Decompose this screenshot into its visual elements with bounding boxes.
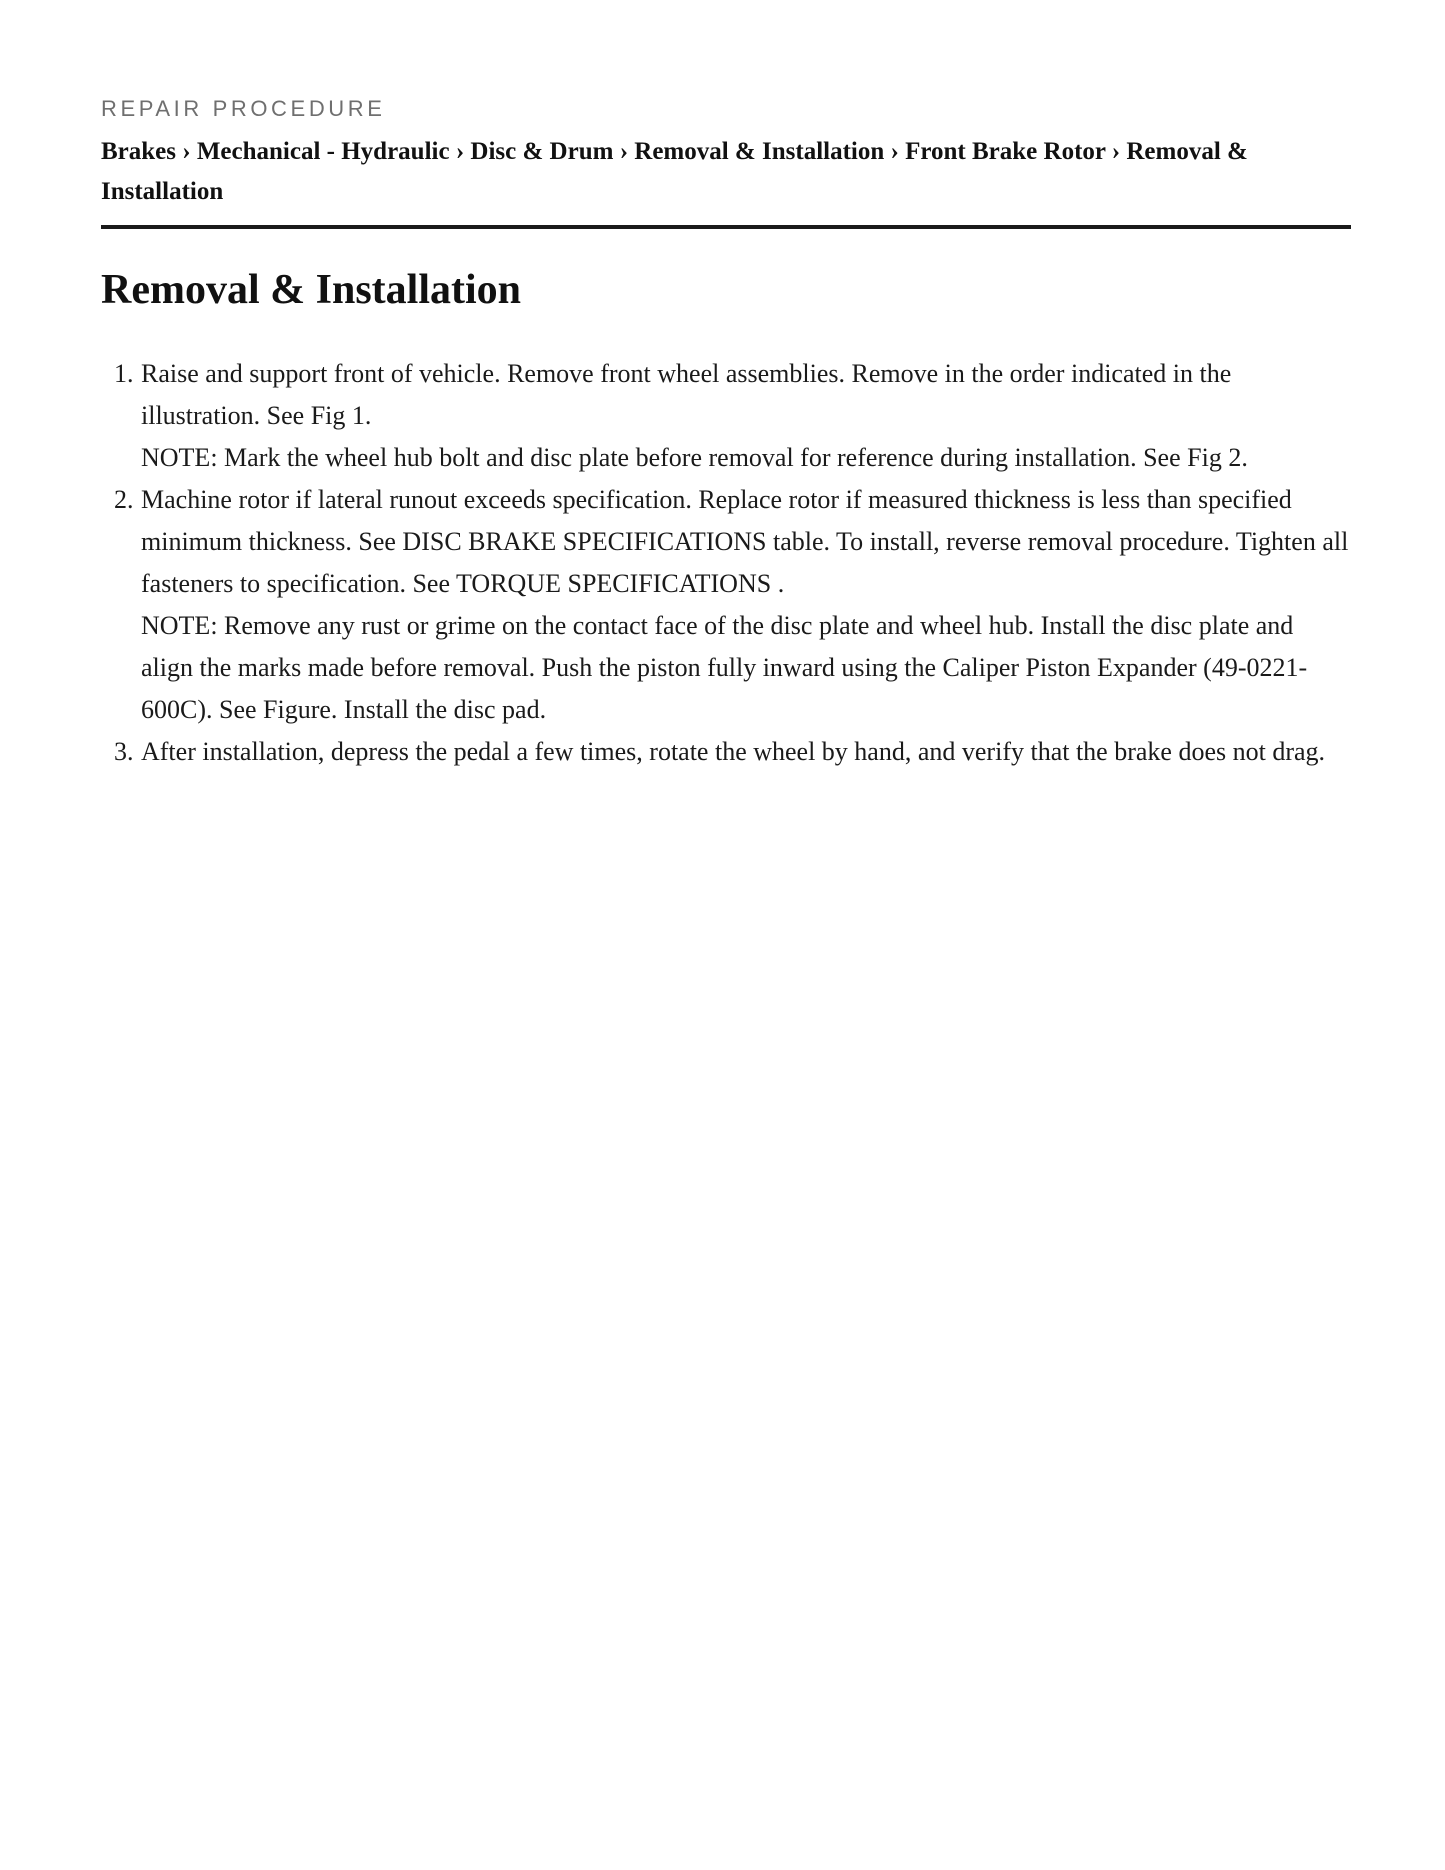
breadcrumb-separator: › [890,138,899,165]
breadcrumb [101,132,1351,212]
breadcrumb-separator: › [1111,138,1121,165]
step-text: 1. Raise and support front of vehicle. Remove front wheel assemblies. Remove in the order indicated in the illustration. See Fig 1. [141,359,1232,430]
step-note: NOTE: Mark the wheel hub bolt and disc plate before removal for reference during installation. See Fig 2. [141,443,1248,472]
breadcrumb-separator: › [619,138,629,165]
step-note: NOTE: Remove any rust or grime on the contact face of the disc plate and wheel hub. Install the disc plate and align the marks made before removal. Push the piston fully inward using the Caliper Piston Expander (49-0221-600C). See Figure. Install the disc pad. [141,611,1308,724]
step-text: 3. After installation, depress the pedal a few times, rotate the wheel by hand, and verify that the brake does not drag. [141,737,1326,766]
breadcrumb-item-disc-drum[interactable]: Disc & Drum [470,138,614,165]
breadcrumb-item-front-brake-rotor[interactable]: Front Brake Rotor [905,138,1106,165]
document-page [101,94,1351,773]
procedure-step-2 [140,479,1351,731]
step-text: 2. Machine rotor if lateral runout exceeds specification. Replace rotor if measured thickness is less than specified minimum thickness. See DISC BRAKE SPECIFICATIONS table. To install, reverse removal procedure. Tighten all fasteners to specification. See TORQUE SPECIFICATIONS . [141,485,1349,598]
breadcrumb-item-removal-installation[interactable]: Removal & Installation [634,138,885,165]
procedure-step-1 [140,353,1351,479]
breadcrumb-separator: › [455,138,465,165]
procedure-step-3 [140,731,1351,773]
page-title: Removal & Installation [101,267,521,313]
breadcrumb-item-current: Removal & Installation [101,138,1248,205]
procedure-steps-list [101,353,1351,773]
breadcrumb-item-mechanical-hydraulic[interactable]: Mechanical - Hydraulic [196,138,450,165]
header-divider [101,225,1351,229]
section-eyebrow: REPAIR PROCEDURE [101,96,386,121]
breadcrumb-separator: › [182,138,191,165]
breadcrumb-item-brakes[interactable]: Brakes [101,138,176,165]
